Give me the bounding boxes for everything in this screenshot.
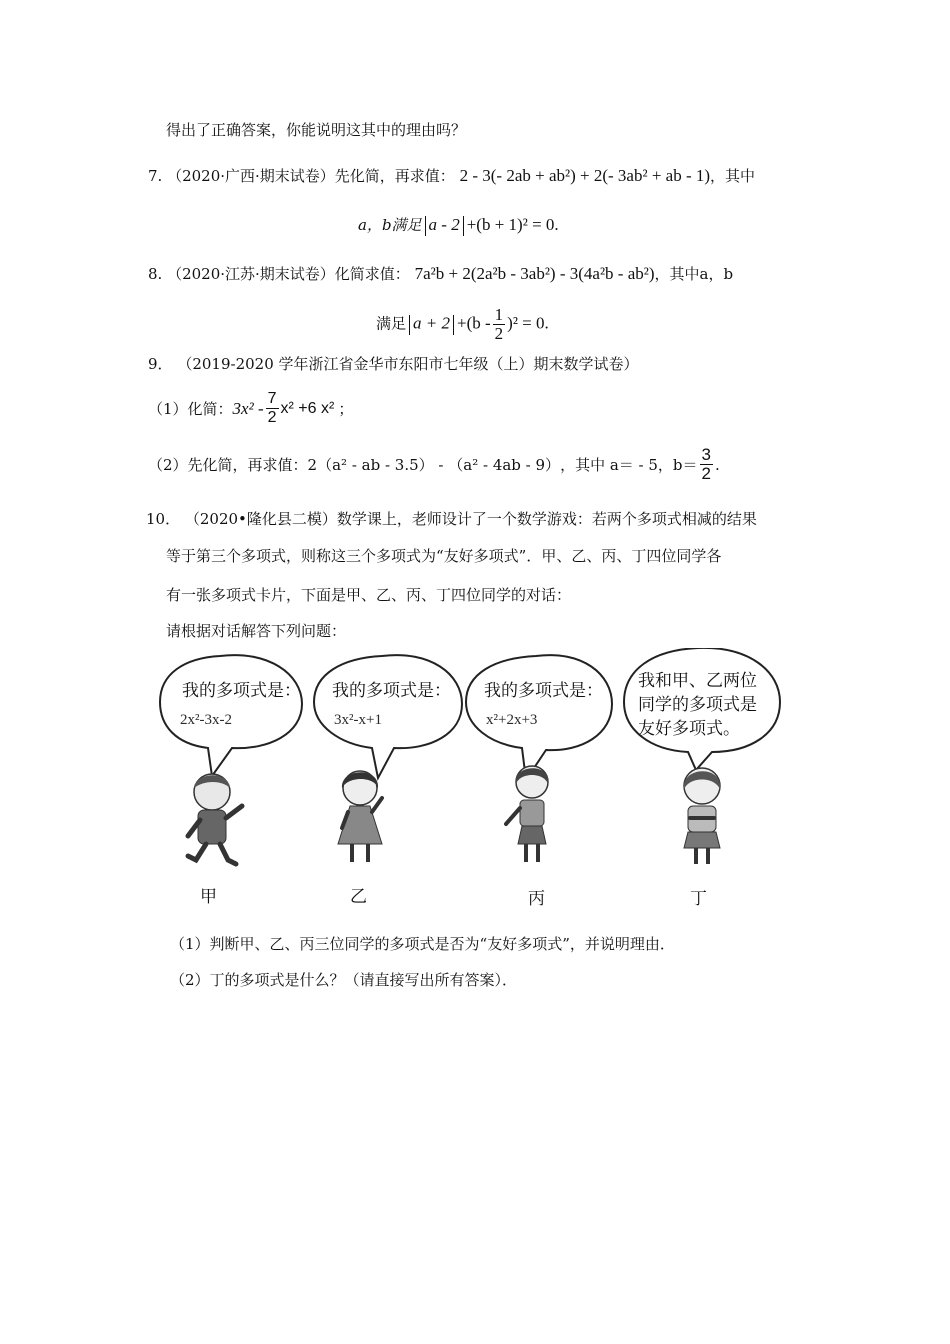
q7-cond-abs: a - 2 bbox=[428, 215, 460, 234]
q8-frac-den: 2 bbox=[494, 324, 504, 343]
q9-p2-frac-num: 3 bbox=[701, 445, 711, 464]
bubble-yi-title: 我的多项式是： bbox=[332, 681, 451, 701]
label-yi: 乙 bbox=[350, 887, 367, 907]
q9-source: （2019-2020 学年浙江省金华市东阳市七年级（上）期末数学试卷） bbox=[177, 355, 639, 373]
q10-line-2: 等于第三个多项式，则称这三个多项式为“友好多项式”．甲、乙、丙、丁四位同学各 bbox=[166, 547, 722, 565]
label-jia: 甲 bbox=[200, 887, 217, 907]
bubble-bing-title: 我的多项式是： bbox=[484, 681, 603, 701]
q8-fraction bbox=[493, 306, 506, 343]
student-bing-illustration bbox=[506, 766, 548, 862]
q9-part-2 bbox=[148, 446, 720, 483]
q9-p1-end: ； bbox=[338, 399, 354, 418]
q10-line-1: （2020•隆化县二模）数学课上，老师设计了一个数学游戏：若两个多项式相减的结果 bbox=[184, 510, 757, 528]
speech-bubble-yi bbox=[314, 655, 462, 778]
student-ding-illustration bbox=[684, 768, 721, 864]
q8-number: 8. bbox=[148, 265, 163, 283]
q9-p2-label: （2）先化简，再求值： bbox=[148, 455, 308, 474]
q10-line-4: 请根据对话解答下列问题： bbox=[166, 622, 347, 640]
q9-p2-expr: 2（a² - ab - 3.5） - （a² - 4ab - 9） bbox=[307, 455, 561, 474]
bubble-yi-poly: 3x²-x+1 bbox=[334, 712, 382, 728]
q8-tail: ，其中a，b bbox=[654, 265, 734, 283]
question-7 bbox=[148, 166, 755, 186]
intro-line: 得出了正确答案，你能说明这其中的理由吗？ bbox=[166, 121, 467, 139]
q10-subquestion-2: （2）丁的多项式是什么？（请直接写出所有答案）． bbox=[170, 971, 518, 989]
q7-cond-prefix: a，b满足 bbox=[358, 216, 422, 234]
bubble-ding-line-1: 我和甲、乙两位 bbox=[638, 671, 757, 691]
q8-frac-num: 1 bbox=[494, 305, 504, 324]
label-bing: 丙 bbox=[528, 889, 545, 909]
bubble-jia-poly: 2x²-3x-2 bbox=[180, 712, 232, 728]
question-9 bbox=[148, 354, 639, 374]
question-10-line-1 bbox=[146, 509, 757, 529]
student-yi-illustration bbox=[338, 771, 382, 862]
student-jia-illustration bbox=[188, 774, 242, 864]
q7-number: 7. bbox=[148, 167, 163, 185]
q7-expression: 2 - 3(- 2ab + ab²) + 2(- 3ab² + ab - 1) bbox=[459, 166, 711, 185]
question-8 bbox=[148, 264, 733, 284]
q7-cond-rest: +(b + 1)² = 0. bbox=[466, 215, 559, 234]
q9-p2-cond: ，其中 a＝ - 5，b＝ bbox=[560, 455, 698, 474]
dialogue-figure bbox=[150, 648, 790, 918]
q8-cond-rest: )² = 0. bbox=[507, 313, 549, 333]
q9-p2-end: . bbox=[715, 455, 720, 474]
bubble-bing-poly: x²+2x+3 bbox=[486, 712, 538, 728]
q7-tail: ，其中 bbox=[710, 167, 756, 185]
q7-source: （2020·广西·期末试卷）先化简，再求值： bbox=[167, 167, 455, 185]
q9-p2-frac-den: 2 bbox=[701, 464, 711, 483]
q7-condition bbox=[358, 215, 559, 236]
bubble-jia-title: 我的多项式是： bbox=[182, 681, 301, 701]
bubble-ding-line-2: 同学的多项式是 bbox=[638, 695, 757, 715]
q8-source: （2020·江苏·期末试卷）化简求值： bbox=[167, 265, 410, 283]
q10-subquestion-1: （1）判断甲、乙、丙三位同学的多项式是否为“友好多项式”，并说明理由． bbox=[170, 935, 675, 953]
speech-bubble-bing bbox=[466, 655, 612, 780]
q9-p1-frac-num: 7 bbox=[267, 390, 277, 407]
q10-number: 10． bbox=[146, 510, 181, 528]
q9-p1-a: 3x² - bbox=[232, 398, 264, 418]
q8-cond-mid: +(b - bbox=[457, 313, 491, 333]
q9-p2-fraction bbox=[700, 446, 713, 483]
speech-bubble-jia bbox=[160, 655, 302, 776]
q9-p1-fraction bbox=[266, 390, 279, 427]
q8-expression: 7a²b + 2(2a²b - 3ab²) - 3(4a²b - ab²) bbox=[414, 264, 655, 283]
q8-cond-abs: a + 2 bbox=[413, 313, 450, 333]
q9-p1-label: （1）化简： bbox=[148, 399, 233, 418]
speech-bubble-ding bbox=[624, 648, 780, 770]
q9-part-1 bbox=[148, 390, 353, 427]
q8-cond-prefix: 满足 bbox=[376, 314, 407, 333]
q9-p1-b: x² +6 x² bbox=[280, 399, 335, 417]
q9-p1-frac-den: 2 bbox=[267, 409, 277, 426]
label-ding: 丁 bbox=[690, 889, 707, 909]
q8-condition bbox=[376, 306, 549, 343]
q9-number: 9． bbox=[148, 355, 173, 373]
q10-line-3: 有一张多项式卡片，下面是甲、乙、丙、丁四位同学的对话： bbox=[166, 586, 572, 604]
bubble-ding-line-3: 友好多项式。 bbox=[638, 719, 740, 739]
